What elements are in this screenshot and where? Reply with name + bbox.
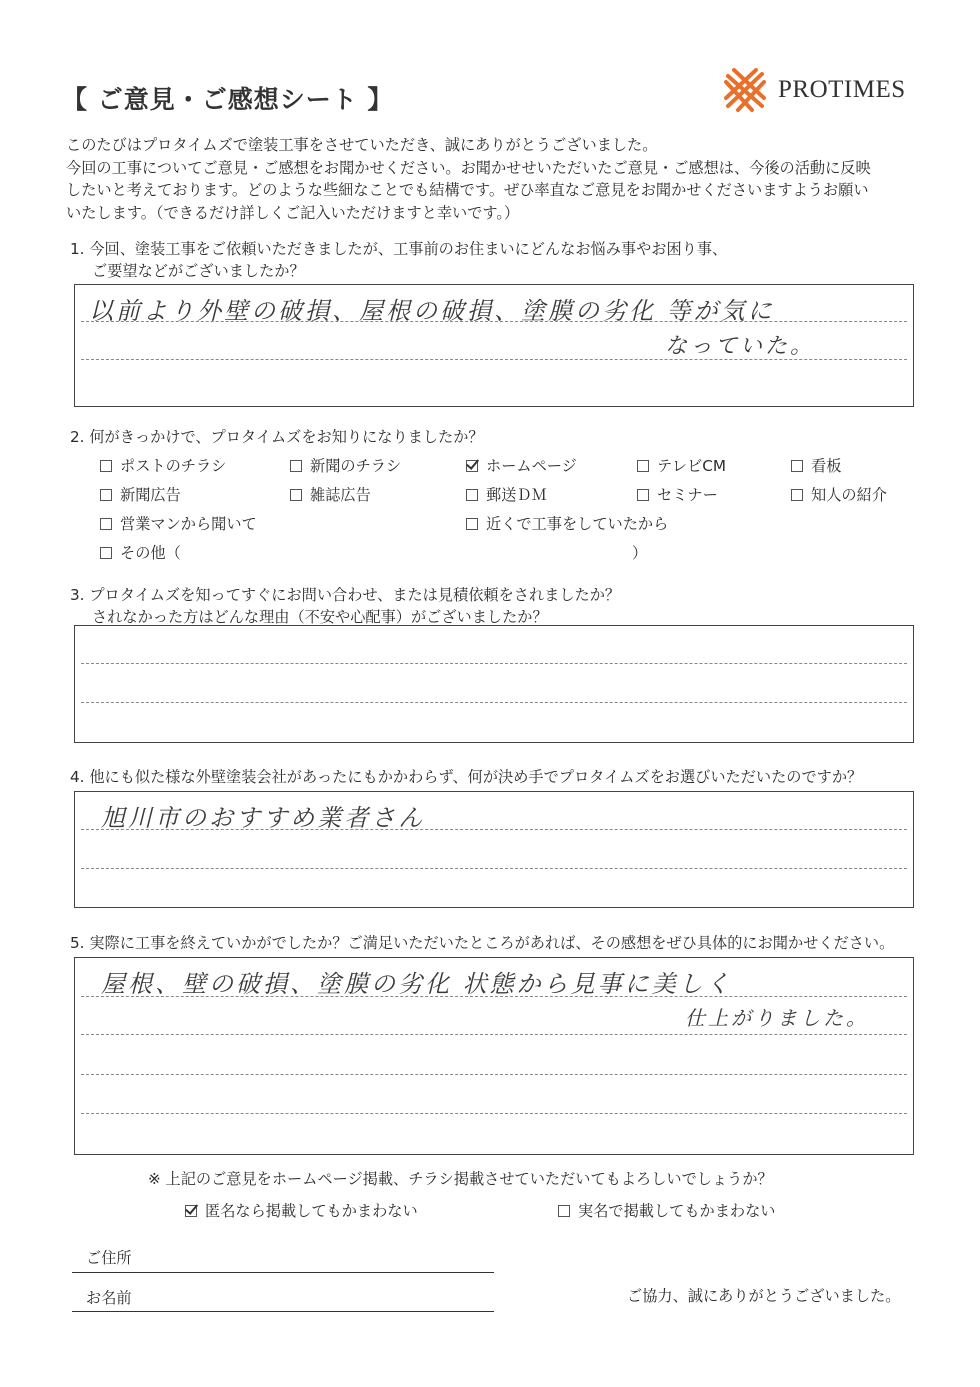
option-newspaper-ad[interactable]: 新聞広告 [100,484,181,505]
checkbox[interactable] [100,460,112,472]
name-label: お名前 [86,1289,132,1307]
option-seminar[interactable]: セミナー [637,484,718,505]
checkbox[interactable] [466,489,478,501]
checkbox[interactable] [558,1205,570,1217]
option-real-name-ok[interactable]: 実名で掲載してもかまわない [558,1200,775,1221]
checkbox[interactable] [290,460,302,472]
question-5-line1: 5. 実際に工事を終えていかがでしたか？ご満足いただいたところがあれば、その感想をぜひ具体的にお聞かせください。 [70,934,895,952]
question-5 [70,932,894,954]
answer-box-3[interactable] [74,625,914,743]
handwritten-answer: 旭川市のおすすめ業者さん [101,804,426,832]
answer-box-1[interactable] [74,284,914,407]
dashed-rule [81,868,907,869]
checkbox[interactable] [100,489,112,501]
handwritten-answer: 仕上がりました。 [685,1006,869,1030]
option-magazine-ad[interactable]: 雑誌広告 [290,484,371,505]
handwritten-answer: なっていた。 [665,334,816,359]
question-4 [70,766,862,788]
question-1 [70,238,727,282]
address-label: ご住所 [86,1249,132,1267]
option-mail-dm[interactable]: 郵送ＤＭ [466,484,547,505]
publish-permission-question: ※ 上記のご意見をホームページ掲載、チラシ掲載させていただいてもよろしいでしょうか？ [148,1170,773,1188]
intro-text [66,134,926,224]
handwritten-answer: 屋根、壁の破損、塗膜の劣化 状態から見事に美しく [101,970,733,998]
question-4-line1: 4. 他にも似た様な外壁塗装会社があったにもかかわらず、何が決め手でプロタイムズをお選びいただいたのですか？ [70,768,863,786]
question-1-line1: 1. 今回、塗装工事をご依頼いただきましたが、工事前のお住まいにどんなお悩み事やお困り事、 [70,240,728,258]
question-3-line2: されなかった方はどんな理由（不安や心配事）がございましたか？ [92,608,548,626]
option-other[interactable]: その他（ [100,542,181,563]
brand-name: PROTIMES [778,76,906,103]
option-nearby-work[interactable]: 近くで工事をしていたから [466,513,668,534]
option-signboard[interactable]: 看板 [791,455,841,476]
option-post-flyer[interactable]: ポストのチラシ [100,455,226,476]
intro-line: したいと考えております。どのような些細なことでも結構です。ぜひ率直なご意見をお聞かせくださいますようお願い [66,181,869,199]
brand-logo [722,66,912,114]
intro-line: 今回の工事についてご意見・ご感想をお聞かせください。お聞かせせいただいたご意見・ご感想は、今後の活動に反映 [66,158,871,177]
checkbox[interactable] [637,489,649,501]
intro-line: このたびはプロタイムズで塗装工事をさせていただき、誠にありがとうございました。 [66,136,658,154]
question-3-line1: 3. プロタイムズを知ってすぐにお問い合わせ、または見積依頼をされましたか？ [70,586,621,604]
checkbox[interactable] [290,489,302,501]
dashed-rule [81,1034,907,1035]
checkbox-checked[interactable] [185,1205,197,1217]
checkbox[interactable] [637,460,649,472]
dashed-rule [81,1074,907,1075]
dashed-rule [81,1113,907,1114]
option-tv-cm[interactable]: テレビCM [637,455,726,476]
intro-line: いたします。（できるだけ詳しくご記入いただけますと幸いです。） [66,203,520,222]
thanks-text: ご協力、誠にありがとうございました。 [627,1287,901,1305]
checkbox-checked[interactable] [466,460,478,472]
answer-box-4[interactable] [74,791,914,908]
checkbox[interactable] [791,489,803,501]
checkbox[interactable] [791,460,803,472]
checkbox[interactable] [100,547,112,559]
option-newspaper-flyer[interactable]: 新聞のチラシ [290,455,401,476]
option-homepage[interactable]: ホームページ [466,455,577,476]
dashed-rule [81,702,907,703]
question-2-line1: 2. 何がきっかけで、プロタイムズをお知りになりましたか？ [70,428,484,446]
protimes-logo-icon [722,66,768,112]
checkbox[interactable] [100,518,112,530]
name-line[interactable] [72,1311,494,1312]
page-title: 【 ご意見・ご感想シート 】 [62,85,394,114]
dashed-rule [81,663,907,664]
answer-box-5[interactable] [74,957,914,1155]
option-anonymous-ok[interactable]: 匿名なら掲載してもかまわない [185,1200,418,1221]
question-3 [70,584,620,628]
option-salesperson[interactable]: 営業マンから聞いて [100,513,257,534]
checkbox[interactable] [466,518,478,530]
option-other-close: ） [632,544,648,562]
option-referral[interactable]: 知人の紹介 [791,484,887,505]
question-1-line2: ご要望などがございましたか？ [92,262,305,280]
address-line[interactable] [72,1272,494,1273]
handwritten-answer: 以前より外壁の破損、屋根の破損、塗膜の劣化 等が気に [89,297,775,325]
question-2 [70,426,484,448]
